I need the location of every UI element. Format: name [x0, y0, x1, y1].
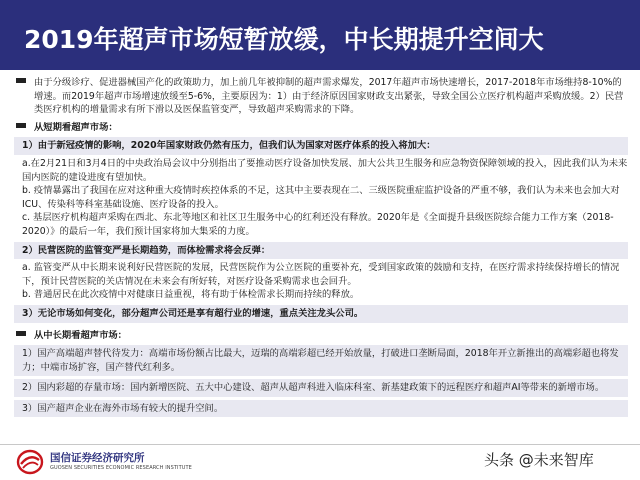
intro-text: 由于分级诊疗、促进器械国产化的政策助力，加上前几年被抑制的超声需求爆发，2017年超声市场快速增长，2017-2018年市场维持8-10%的增速。而2019年超声市场增速放缓至5-6%，主要原因为：1）由于经济原因国家财政支出紧张，导致全国公立医疗机构超声采购放缓。2）民营类医疗机构的增量需求有所下滑以及医保监管变严，导致超声采购需求的下降。: [34, 77, 624, 116]
long-term-heading-row: [14, 329, 628, 343]
square-bullet-icon: [16, 78, 26, 83]
short-term-heading-row: [14, 121, 628, 135]
org-name-english: GUOSEN SECURITIES ECONOMIC RESEARCH INSTITUTE: [50, 465, 192, 471]
short-term-point-2b: b. 普通居民在此次疫情中对健康日益重视，将有助于体检需求长期而持续的释放。: [22, 289, 360, 301]
short-term-point-1c: c. 基层医疗机构超声采购在西北、东北等地区和社区卫生服务中心的红利还没有释放。2020年是《全面提升县级医院综合能力工作方案（2018-2020）》的最后一年，我们预计国家将加大集采的力度。: [22, 212, 614, 237]
watermark: 头条 @未来智库: [484, 451, 594, 469]
square-bullet-icon: [16, 123, 26, 128]
org-name: 国信证券经济研究所: [50, 452, 145, 464]
long-term-point-3: 3）国产超声企业在海外市场有较大的提升空间。: [14, 400, 628, 418]
short-term-point-1a: a.在2月21日和3月4日的中央政治局会议中分别指出了要推动医疗设备加快发展、加大公共卫生服务和应急物资保障领域的投入，因此我们认为未来国内医院的建设进度有望加快。: [22, 157, 628, 183]
intro-bullet: [14, 76, 628, 117]
short-term-point-2-title: 2）民营医院的监管变严是长期趋势，而体检需求将会反弹：: [14, 242, 628, 260]
footer-divider: [0, 444, 640, 445]
long-term-point-1: 1）国产高端超声替代待发力：高端市场份额占比最大，迈瑞的高端彩超已经开始放量，打破进口垄断局面，2018年开立新推出的高端彩超也将发力；中端市场扩容，国产替代红利多。: [14, 345, 628, 376]
short-term-heading: 从短期看超声市场：: [34, 121, 118, 133]
long-term-point-2: 2）国内彩超的存量市场：国内新增医院、五大中心建设、超声从超声科进入临床科室、新基建政策下的远程医疗和超声AI等带来的新增市场。: [14, 379, 628, 397]
square-bullet-icon: [16, 331, 26, 336]
short-term-point-3-title: 3）无论市场如何变化，部分超声公司还是享有超行业的增速，重点关注龙头公司。: [14, 305, 628, 323]
page-title: 2019年超声市场短暂放缓，中长期提升空间大: [24, 25, 544, 54]
short-term-point-2a: a. 监管变严从中长期来说利好民营医院的发展，民营医院作为公立医院的重要补充，受到国家政策的鼓励和支持，在医疗需求持续保持增长的情况下，预计民营医院的关店情况在未来会有所好转，对医疗设备采购需求也会回升。: [22, 262, 620, 287]
short-term-point-1-title: 1）由于新冠疫情的影响，2020年国家财政仍然有压力，但我们认为国家对医疗体系的投入将加大：: [14, 137, 628, 155]
short-term-point-1b: b. 疫情暴露出了我国在应对这种重大疫情时疾控体系的不足，这其中主要表现在二、三级医院重症监护设备的严重不够，我们认为未来也会加大对ICU、传染科等科室基础设施、医疗设备的投入。: [22, 185, 620, 210]
guosen-logo-icon: [16, 449, 44, 475]
slide-content: [14, 76, 628, 442]
long-term-heading: 从中长期看超声市场：: [34, 329, 127, 341]
